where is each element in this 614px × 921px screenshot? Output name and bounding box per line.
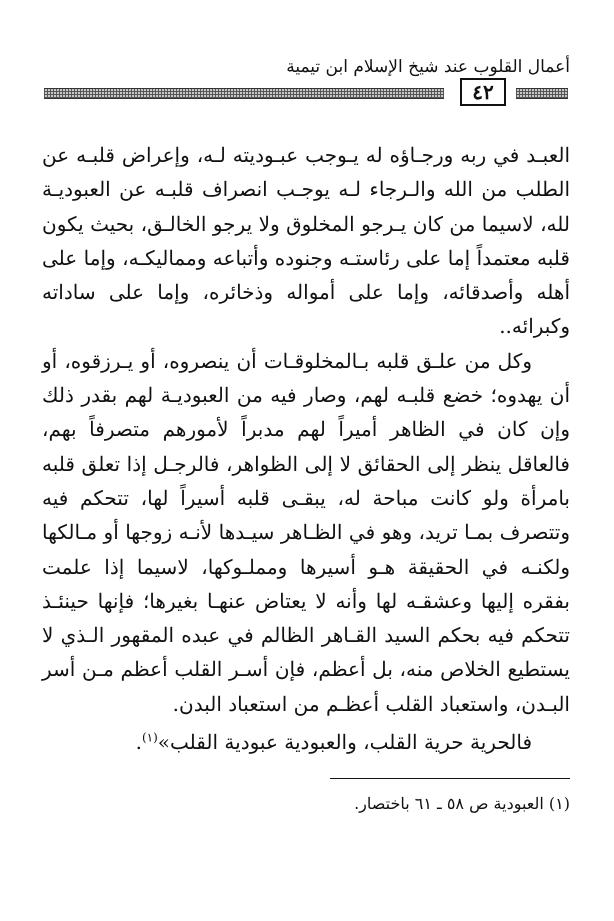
- closing-text: فالحرية حرية القلب، والعبودية عبودية القلب»: [157, 730, 532, 755]
- running-title: أعمال القلوب عند شيخ الإسلام ابن تيمية: [286, 57, 570, 77]
- paragraph-1: العبـد في ربه ورجـاؤه له يـوجب عبـوديته لـه، وإعراض قلبـه عن الطلب من الله والـرجاء لـه يوجـب انصراف قلبـه عن العبوديـة لله، لاسيما من كان يـرجو المخلوق ولا يرجو الخالـق، بحيث يكون قلبه معتمداً إما على رئاستـه وجنوده وأتباعه ومماليكـه، وإما على أهله وأصدقائه، وإما على أمواله وذخائره، وإما على ساداته وكبرائه..: [42, 143, 570, 339]
- main-text: [42, 138, 570, 759]
- header-rule-left: [44, 88, 444, 99]
- footnote: (١) العبودية ص ٥٨ ـ ٦١ باختصار.: [354, 794, 570, 813]
- page-number: ٤٢: [460, 78, 506, 106]
- closing-period: .: [135, 730, 142, 755]
- header-band: [44, 77, 568, 109]
- paragraph-2: وكل من علـق قلبه بـالمخلوقـات أن ينصروه، أو يـرزقوه، أو أن يهدوه؛ خضع قلبـه لهم، وصار فيه من العبوديـة لهم بقدر ذلك وإن كان في الظاهر أميراً لهم مدبراً لأمورهم متصرفاً بهم، فالعاقل ينظر إلى الحقائق لا إلى الظواهر، فالرجـل إذا تعلق قلبه بامرأة ولو كانت مباحة له، يبقـى قلبه أسيراً لها، تتحكم فيه وتتصرف بمـا تريد، وهو في الظـاهر سيـدها لأنـه زوجها أو مـالكها ولكنـه في الحقيقة هـو أسيرها ومملـوكها، لاسيما إذا علمت بفقره إليها وعشقـه لها وأنه لا يعتاض عنهـا بغيرها؛ فإنها حينئـذ تتحكم فيه بحكم السيد القـاهر الظالم في عبده المقهور الـذي لا يستطيع الخلاص منه، بل أعظم، فإن أسـر القلب أعظم مـن أسر البـدن، واستعباد القلب أعظـم من استعباد البدن.: [42, 348, 570, 716]
- closing-line: [42, 725, 570, 759]
- header-rule-right: [516, 88, 568, 99]
- footnote-separator: [330, 778, 570, 779]
- footnote-marker: (١): [141, 730, 158, 745]
